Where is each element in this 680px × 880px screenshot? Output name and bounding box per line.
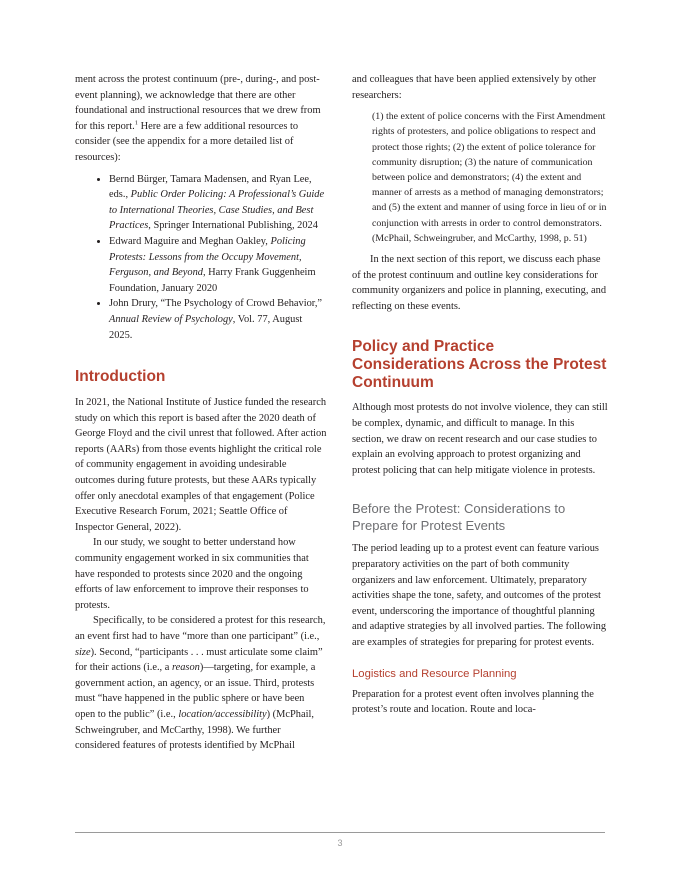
right-column: [352, 72, 608, 718]
continued-paragraph-text: ment across the protest continuum (pre-, during-, and post-event planning), we acknowledge that there are other foundational and instructional resources that we drew from for this report.: [75, 74, 321, 132]
intro-p3-part-b: ). Second, “participants . . . must articulate some claim” for their actions (i.e., a: [75, 646, 323, 674]
before-protest-paragraph: The period leading up to a protest event can feature various preparatory activities on the part of both community organizers and law enforcement. Ultimately, preparatory activities shape the tone, safety, and outcomes of the protest event, underscoring the importance of thoughtful planning and adaptive strategies by all involved parties. The following are examples of strategies for preparing for protest events.: [352, 543, 607, 648]
intro-paragraph-1: In 2021, the National Institute of Justice funded the research study on which this report is based after the 2020 death of George Floyd and the civil unrest that followed. After action reports (AARs) from those events highlight the critical role of community engagement in avoiding undesirable outcomes during future protests, but these AARs typically offer only anecdotal examples of that engagement (Police Executive Research Forum, 2021; Seattle Office of Inspector General, 2022).: [75, 397, 327, 533]
policy-heading: Policy and Practice Considerations Across the Protest Continuum: [352, 338, 607, 392]
logistics-heading: Logistics and Resource Planning: [352, 667, 517, 680]
resource-authors: John Drury, “The Psychology of Crowd Behavior,”: [109, 298, 323, 310]
continued-paragraph: [75, 72, 327, 166]
resource-publisher: , Springer International Publishing, 2024: [148, 220, 318, 232]
policy-paragraph: Although most protests do not involve violence, they can still be complex, dynamic, and difficult to manage. In this section, we draw on recent research and our case studies to explain an evolving approach to protest organizing and protest policing that can help mitigate violence in protests.: [352, 402, 608, 476]
intro-p3-part-a: Specifically, to be considered a protest for this research, an event first had to have “more than one participant” (i.e.,: [75, 615, 326, 642]
resource-authors: Edward Maguire and Meghan Oakley,: [109, 235, 271, 247]
resource-title: Annual Review of Psychology: [109, 313, 233, 325]
block-quote: [372, 109, 608, 246]
intro-p3-reason: reason: [171, 662, 200, 674]
intro-paragraph-3: [75, 613, 327, 753]
introduction-heading: Introduction: [75, 368, 166, 386]
intro-paragraph-2: In our study, we sought to better understand how community engagement worked in six communities that have responded to protests since 2020 and the ongoing efforts of law enforcement to improve their responses to protests.: [75, 537, 309, 611]
footnote-marker[interactable]: 1: [134, 119, 138, 127]
intro-p3-part-d: ) (McPhail, Schweingruber, and McCarthy, 1998). We further considered features of protests identified by McPhail: [75, 708, 314, 752]
resource-authors: Bernd Bürger, Tamara Madensen, and Ryan Lee, eds.,: [109, 173, 312, 201]
left-column: [75, 72, 327, 754]
logistics-paragraph: Preparation for a protest event often involves planning the protest’s route and location. Route and loca-: [352, 688, 594, 716]
intro-p3-part-c: )—targeting, for example, a government action, an agency, or an issue. Third, protests must “have happened in the public sphere or have been open to the public” (i.e.,: [75, 662, 316, 720]
page-number: 3: [337, 838, 343, 848]
next-section-paragraph: In the next section of this report, we discuss each phase of the protest continuum and outline key considerations for community organizers and police in planning, executing, and reflecting on these events.: [352, 254, 607, 312]
continued-paragraph-tail: Here are a few additional resources to consider (see the appendix for a more detailed list of resources):: [75, 120, 299, 163]
resource-publisher: , Harry Frank Guggenheim Foundation, January 2020: [109, 267, 316, 294]
block-quote-text: (1) the extent of police concerns with the First Amendment rights of protesters, and police obligations to respect and protect those rights; (2) the extent of police tolerance for community disruption; (3) the nature of communication between police and demonstrators; (4) the extent and manner of arrests as a method of managing demonstrators; and (5) the extent and manner of using force in lieu of or in conjunction with arrests in order to control demonstrators. (McPhail, Schweingruber, and McCarthy, 1998, p. 51): [372, 111, 607, 244]
before-protest-heading: Before the Protest: Considerations to Prepare for Protest Events: [352, 501, 566, 534]
resource-list: [75, 172, 327, 344]
intro-p3-size: size: [75, 646, 91, 658]
resource-item: [109, 296, 327, 343]
intro-p3-location: location/accessibility: [178, 708, 267, 720]
continued-paragraph-right: and colleagues that have been applied extensively by other researchers:: [352, 74, 597, 101]
footer-rule: [75, 832, 605, 833]
resource-item: [109, 234, 327, 296]
resource-publisher: , Vol. 77, August 2025.: [109, 313, 303, 341]
resource-title: Public Order Policing: A Professional’s Guide to International Theories, Case Studies, and Best Practices: [109, 189, 325, 232]
resource-title: Policing Protests: Lessons from the Occupy Movement, Ferguson, and Beyond: [109, 235, 306, 279]
resource-item: [109, 172, 327, 234]
